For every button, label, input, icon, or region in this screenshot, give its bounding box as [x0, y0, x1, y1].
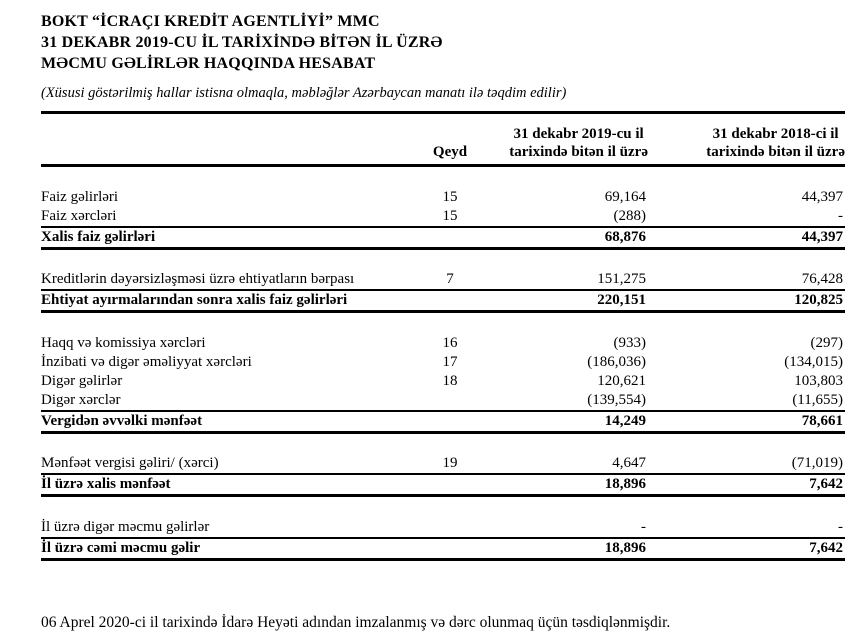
value-2018: 76,428	[648, 270, 845, 290]
value-2018: 103,803	[794, 372, 843, 389]
row-note	[417, 538, 483, 560]
approval-note: 06 Aprel 2020-ci il tarixində İdarə Heyəti adından imzalanmış və dərc olunmaq üçün təsdiqlənmişdir.	[41, 613, 671, 631]
row-note: 18	[442, 372, 458, 389]
statement-table-body	[41, 166, 845, 560]
value-2019: -	[483, 518, 648, 538]
row-note	[417, 227, 483, 249]
row-label: Xalis faiz gəlirləri	[41, 227, 417, 249]
table-row	[41, 411, 845, 433]
spacer-row	[41, 496, 845, 518]
value-2018: (297)	[810, 334, 843, 351]
value-2019: 18,896	[483, 538, 648, 560]
value-2019: 18,896	[483, 474, 648, 496]
company-name: BOKT “İCRAÇI KREDİT AGENTLİYİ” MMC	[41, 13, 380, 30]
row-note: 19	[417, 454, 483, 474]
table-row	[41, 518, 845, 538]
row-label: İl üzrə xalis mənfəət	[41, 474, 417, 496]
value-2018: (134,015)	[784, 353, 843, 370]
table-row	[41, 334, 845, 353]
header-2018-line2: tarixində bitən il üzrə	[706, 144, 845, 160]
table-row	[41, 538, 845, 560]
value-2018: 44,397	[648, 227, 845, 249]
row-note	[417, 391, 483, 411]
row-label: Digər xərclər	[41, 391, 417, 411]
table-row	[41, 391, 845, 411]
row-note	[417, 290, 483, 312]
spacer-cell	[41, 248, 845, 270]
table-row	[41, 454, 845, 474]
value-2019: 120,621	[597, 372, 646, 389]
row-label: İl üzrə digər məcmu gəlirlər	[41, 518, 417, 538]
row-label: Kreditlərin dəyərsizləşməsi üzrə ehtiyatların bərpası	[41, 270, 417, 290]
row-note	[417, 518, 483, 538]
value-2019: 69,164	[604, 188, 646, 205]
table-row	[41, 207, 845, 227]
value-2019: (288)	[483, 207, 648, 227]
table-row	[41, 474, 845, 496]
value-2018: -	[648, 207, 845, 227]
row-label: Mənfəət vergisi gəliri/ (xərci)	[41, 454, 417, 474]
table-row	[41, 372, 845, 391]
value-2018: 44,397	[801, 188, 843, 205]
spacer-cell	[41, 496, 845, 518]
header-2018	[648, 125, 845, 166]
row-label: Vergidən əvvəlki mənfəət	[41, 411, 417, 433]
row-note: 15	[442, 188, 458, 205]
row-note: 15	[417, 207, 483, 227]
header-note: Qeyd	[417, 125, 483, 166]
report-name: MƏCMU GƏLİRLƏR HAQQINDA HESABAT	[41, 55, 376, 72]
row-label: Digər gəlirlər	[41, 372, 123, 389]
income-statement-table	[41, 125, 845, 561]
row-note: 17	[442, 353, 458, 370]
header-2019	[483, 125, 648, 166]
spacer-row	[41, 432, 845, 454]
value-2018: (71,019)	[648, 454, 845, 474]
row-label: İl üzrə cəmi məcmu gəlir	[41, 538, 417, 560]
value-2018: 78,661	[648, 411, 845, 433]
currency-note: (Xüsusi göstərilmiş hallar istisna olmaqla, məbləğlər Azərbaycan manatı ilə təqdim edilir)	[41, 84, 845, 114]
row-note: 7	[417, 270, 483, 290]
table-row	[41, 270, 845, 290]
spacer-cell	[41, 166, 845, 188]
value-2019: 151,275	[483, 270, 648, 290]
row-note: 16	[442, 334, 458, 351]
spacer-row	[41, 166, 845, 188]
value-2019: (933)	[613, 334, 646, 351]
spacer-cell	[41, 312, 845, 334]
value-2019: 14,249	[483, 411, 648, 433]
table-row	[41, 353, 845, 372]
table-row	[41, 290, 845, 312]
value-2018: 7,642	[648, 474, 845, 496]
table-row	[41, 227, 845, 249]
value-2018: -	[648, 518, 845, 538]
row-note	[417, 411, 483, 433]
document-title	[41, 11, 845, 74]
table-row	[41, 188, 845, 207]
spacer-cell	[41, 432, 845, 454]
header-label-blank	[41, 125, 417, 166]
header-2019-line1: 31 dekabr 2019-cu il	[513, 126, 644, 142]
value-2018: (11,655)	[648, 391, 845, 411]
spacer-row	[41, 312, 845, 334]
value-2018: 120,825	[648, 290, 845, 312]
header-2019-line2: tarixində bitən il üzrə	[509, 144, 648, 160]
table-header	[41, 125, 845, 166]
row-note	[417, 474, 483, 496]
row-label: Ehtiyat ayırmalarından sonra xalis faiz gəlirləri	[41, 290, 417, 312]
value-2019: (186,036)	[587, 353, 646, 370]
report-period: 31 DEKABR 2019-CU İL TARİXİNDƏ BİTƏN İL ÜZRƏ	[41, 34, 443, 51]
spacer-row	[41, 248, 845, 270]
row-label: Faiz xərcləri	[41, 207, 417, 227]
value-2019: 220,151	[483, 290, 648, 312]
value-2019: 4,647	[483, 454, 648, 474]
row-label: İnzibati və digər əməliyyat xərcləri	[41, 353, 252, 370]
value-2018: 7,642	[648, 538, 845, 560]
header-2018-line1: 31 dekabr 2018-ci il	[712, 126, 839, 142]
value-2019: (139,554)	[483, 391, 648, 411]
row-label: Faiz gəlirləri	[41, 188, 119, 205]
row-label: Haqq və komissiya xərcləri	[41, 334, 206, 351]
header-row	[41, 125, 845, 166]
value-2019: 68,876	[483, 227, 648, 249]
